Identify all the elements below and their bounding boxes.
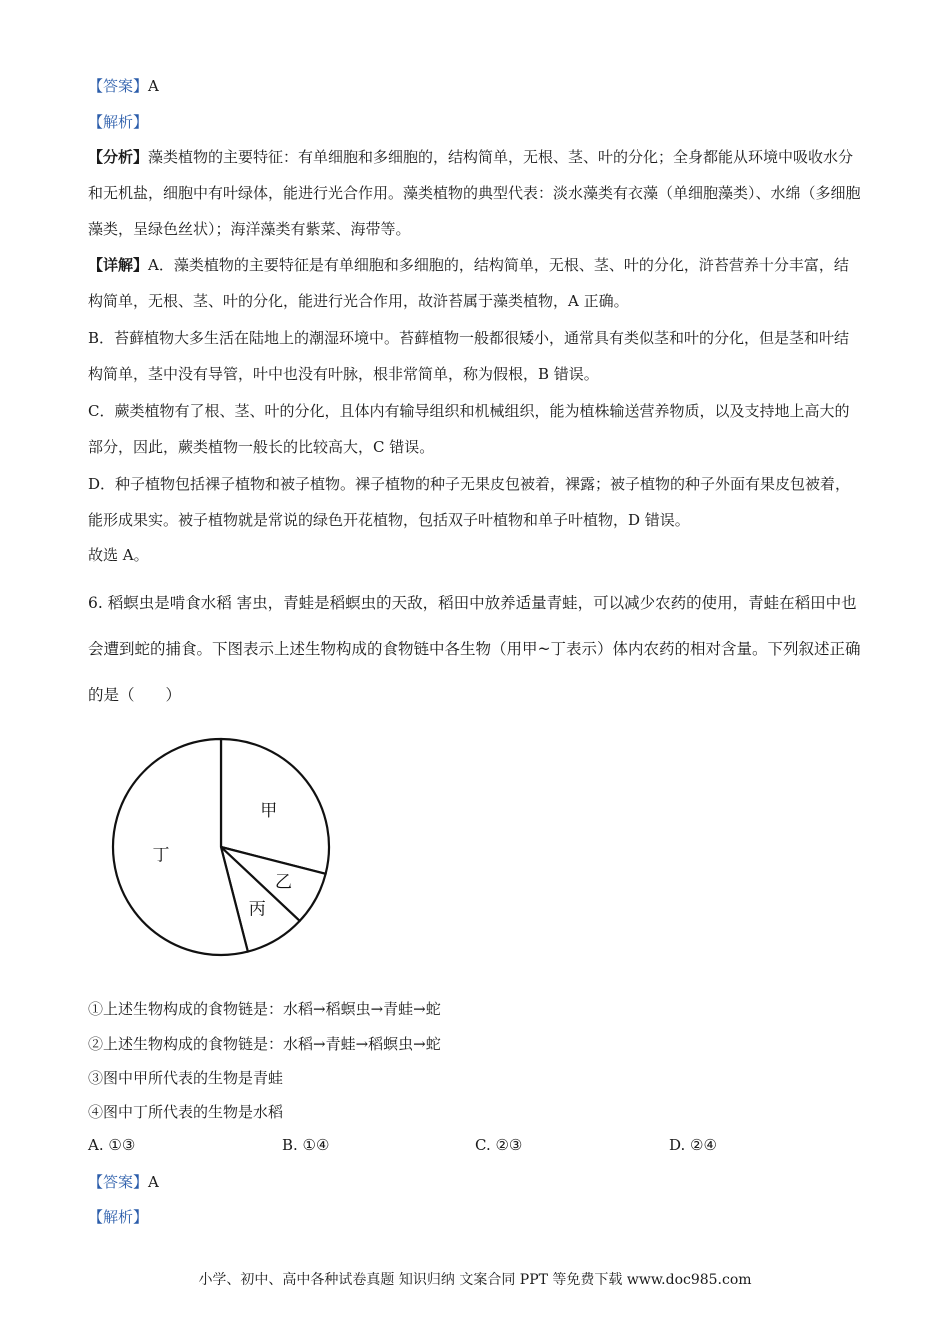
answer-tag: 【答案】	[88, 1173, 149, 1191]
pie-label-2: 乙	[274, 872, 292, 893]
analysis-tag: 【解析】	[88, 1208, 149, 1226]
pesticide-pie-chart	[108, 733, 333, 961]
q5-answer-line	[88, 76, 159, 96]
option-a: A. ①③	[88, 1136, 136, 1154]
statement-2: ②上述生物构成的食物链是：水稻→青蛙→稻螟虫→蛇	[88, 1035, 441, 1053]
option-c: C. ②③	[475, 1136, 523, 1154]
pie-label-3: 丙	[248, 899, 266, 920]
q5-analysis-line	[88, 112, 148, 132]
answer-value: A	[148, 77, 159, 95]
xiangjie-paragraph	[88, 247, 863, 319]
fenxi-text: 藻类植物的主要特征：有单细胞和多细胞的，结构简单，无根、茎、叶的分化；全身都能从环境中吸收水分和无机盐，细胞中有叶绿体，能进行光合作用。藻类植物的典型代表：淡水藻类有衣藻（单细胞藻类）、水绵（多细胞藻类，呈绿色丝状）；海洋藻类有紫菜、海带等。	[88, 148, 861, 238]
q6-analysis-line	[88, 1207, 148, 1227]
xiangjie-text: A．藻类植物的主要特征是有单细胞和多细胞的，结构简单，无根、茎、叶的分化，浒苔营养十分丰富，结构简单，无根、茎、叶的分化，能进行光合作用，故浒苔属于藻类植物，A 正确。	[88, 256, 849, 310]
page-footer: 小学、初中、高中各种试卷真题 知识归纳 文案合同 PPT 等免费下载 www.doc985.com	[198, 1272, 752, 1288]
q6-answer-line	[88, 1172, 159, 1192]
fenxi-tag: 【分析】	[88, 148, 149, 166]
fenxi-paragraph	[88, 139, 863, 247]
answer-value: A	[148, 1173, 159, 1191]
xiangjie-tag: 【详解】	[88, 256, 149, 274]
statement-1: ①上述生物构成的食物链是：水稻→稻螟虫→青蛙→蛇	[88, 1000, 441, 1018]
pie-label-1: 甲	[260, 800, 278, 821]
pie-slices	[113, 739, 329, 955]
analysis-tag: 【解析】	[88, 113, 149, 131]
statement-3: ③图中甲所代表的生物是青蛙	[88, 1069, 284, 1087]
answer-tag: 【答案】	[88, 77, 149, 95]
question-6-stem: 6. 稻螟虫是啃食水稻 害虫，青蛙是稻螟虫的天敌，稻田中放养适量青蛙，可以减少农药的使用，青蛙在稻田中也会遭到蛇的捕食。下图表示上述生物构成的食物链中各生物（用甲~丁表示）体内农药的相对含量。下列叙述正确的是（ ）	[88, 594, 861, 704]
option-b: B. ①④	[282, 1136, 330, 1154]
option-d: D. ②④	[669, 1136, 717, 1154]
statement-4: ④图中丁所代表的生物是水稻	[88, 1103, 284, 1121]
pie-label-4: 丁	[152, 845, 170, 866]
option-d-explanation: D．种子植物包括裸子植物和被子植物。裸子植物的种子无果皮包被着，裸露；被子植物的种子外面有果皮包被着，能形成果实。被子植物就是常说的绿色开花植物，包括双子叶植物和单子叶植物，D 错误。	[88, 475, 851, 529]
conclusion: 故选 A。	[88, 546, 149, 564]
option-c-explanation: C．蕨类植物有了根、茎、叶的分化，且体内有输导组织和机械组织，能为植株输送营养物质，以及支持地上高大的部分，因此，蕨类植物一般长的比较高大，C 错误。	[88, 402, 850, 456]
option-b-explanation: B．苔藓植物大多生活在陆地上的潮湿环境中。苔藓植物一般都很矮小，通常具有类似茎和叶的分化，但是茎和叶结构简单，茎中没有导管，叶中也没有叶脉，根非常简单，称为假根，B 错误。	[88, 329, 850, 383]
